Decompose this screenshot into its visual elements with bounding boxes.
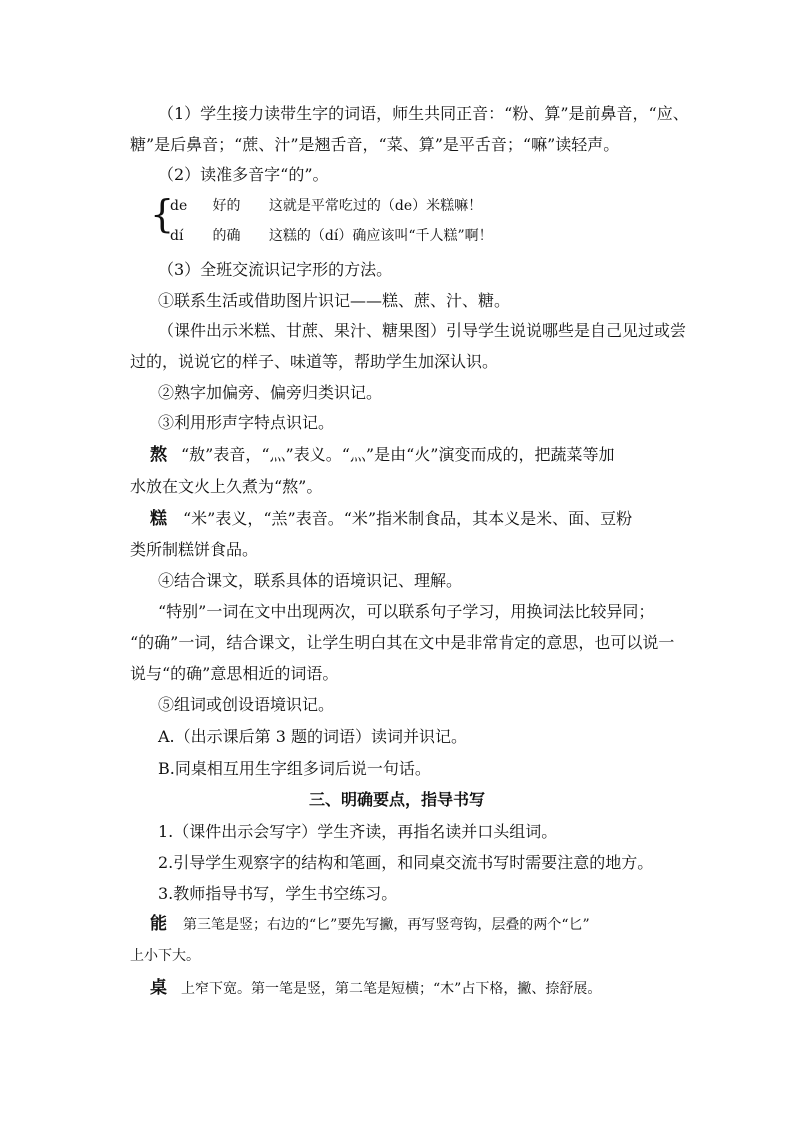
char-explanation: 能 第三笔是竖；右边的“匕”要先写撇，再写竖弯钩，层叠的两个“匕”	[150, 914, 590, 934]
paragraph-text: ③利用形声字特点识记。	[158, 413, 335, 432]
example-sentence: 这就是平常吃过的（de）米糕嘛！	[268, 198, 483, 214]
paragraph-text: 类所制糕饼食品。	[130, 540, 259, 559]
paragraph-text: ⑤组词或创设语境识记。	[158, 695, 335, 714]
highlight-character: 熬	[150, 445, 167, 465]
paragraph-text: “特别”一词在文中出现两次，可以联系句子学习，用换词法比较异同；	[158, 602, 655, 621]
example-sentence: 这糕的（dí）确应该叫“千人糕”啊！	[268, 228, 493, 244]
paragraph-text: （1）学生接力读带生字的词语，师生共同正音：“粉、算”是前鼻音，“应、	[158, 104, 689, 123]
paragraph-text: （3）全班交流识记字形的方法。	[158, 260, 393, 279]
pronunciation-row	[170, 196, 482, 216]
paragraph-text: （课件出示米糕、甘蔗、果汁、糖果图）引导学生说说哪些是自己见过或尝	[158, 321, 687, 340]
paragraph-text: ④结合课文，联系具体的语境识记、理解。	[158, 571, 463, 590]
brace-symbol: {	[150, 192, 175, 236]
paragraph-text: A.（出示课后第 3 题的词语）读词并识记。	[158, 727, 467, 746]
paragraph-text: 2.引导学生观察字的结构和笔画，和同桌交流书写时需要注意的地方。	[158, 853, 654, 872]
paragraph-text: 上小下大。	[130, 948, 200, 964]
paragraph-text: （2）读准多音字“的”。	[158, 165, 329, 184]
char-explanation: 熬 “敖”表音，“灬”表义。“灬”是由“火”演变而成的，把蔬菜等加	[150, 445, 615, 465]
highlight-character: 糕	[150, 509, 167, 529]
char-explanation: 桌 上窄下宽。第一笔是竖，第二笔是短横；“木”占下格，撇、捺舒展。	[150, 978, 602, 998]
pronunciation-row	[170, 226, 493, 246]
paragraph-text: 水放在文火上久煮为“熬”。	[130, 477, 323, 496]
paragraph-text: 说与“的确”意思相近的词语。	[130, 664, 339, 683]
paragraph-text: ①联系生活或借助图片识记——糕、蔗、汁、糖。	[158, 291, 511, 310]
paragraph-text: 过的，说说它的样子、味道等，帮助学生加深认识。	[130, 352, 499, 371]
syllable: dí	[170, 228, 184, 244]
highlight-character: 能	[150, 914, 167, 934]
paragraph-text: ②熟字加偏旁、偏旁归类识记。	[158, 383, 383, 402]
syllable: de	[170, 198, 188, 214]
word: 好的	[212, 198, 241, 214]
paragraph-text: B.同桌相互用生字组多词后说一句话。	[158, 759, 431, 778]
paragraph-text: 糖”是后鼻音；“蔗、汁”是翘舌音，“菜、算”是平舌音；“嘛”读轻声。	[130, 135, 620, 154]
paragraph-text: 3.教师指导书写，学生书空练习。	[158, 884, 398, 903]
section-heading: 三、明确要点，指导书写	[308, 790, 485, 809]
char-explanation: 糕 “米”表义，“羔”表音。“米”指米制食品，其本义是米、面、豆粉	[150, 509, 633, 529]
paragraph-text: 1.（课件出示会写字）学生齐读，再指名读并口头组词。	[158, 822, 558, 841]
word: 的确	[212, 228, 241, 244]
paragraph-text: “的确”一词，结合课文，让学生明白其在文中是非常肯定的意思，也可以说一	[130, 633, 675, 652]
highlight-character: 桌	[150, 978, 167, 998]
